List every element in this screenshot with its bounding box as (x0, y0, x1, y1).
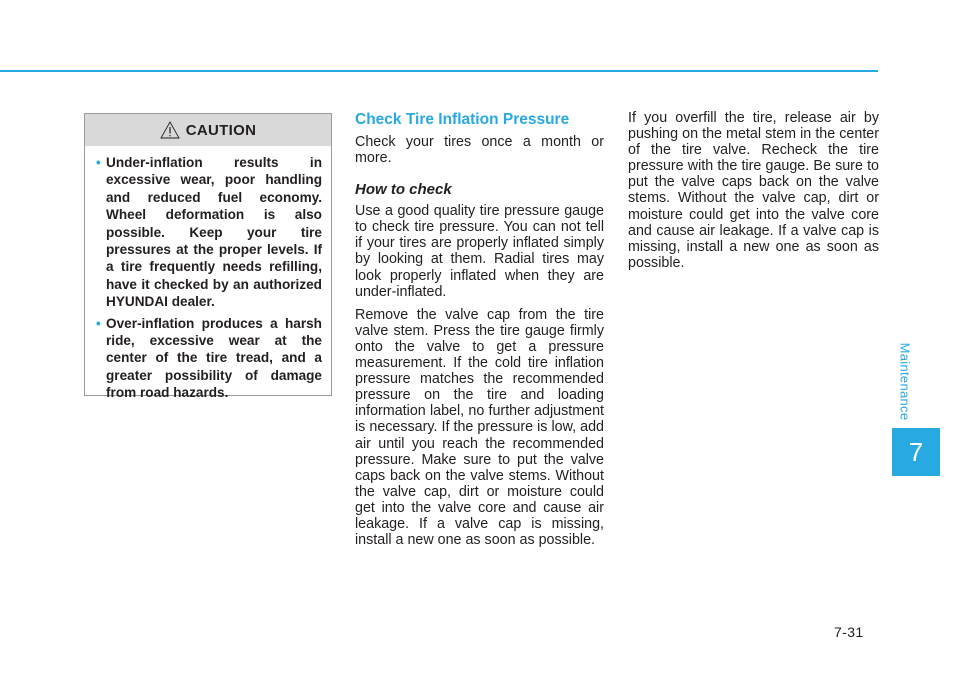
paragraph: Use a good quality tire pressure gauge to check tire pressure. You can not tell if your tires are properly inflated simply by looking at them. Radial tires may look properly inflated when they are under-inflated. (355, 203, 604, 300)
section-title: Check Tire Inflation Pressure (355, 111, 570, 128)
bullet-icon: • (96, 155, 101, 170)
paragraph: Remove the valve cap from the tire valve stem. Press the tire gauge firmly onto the valve to get a pressure measurement. If the cold tire inflation pressure matches the recommended pressure on the tire and loading information label, no further adjustment is necessary. If the pressure is low, add air until you reach the recommended pressure. Make sure to put the valve caps back on the valve stems. Without the valve cap, dirt or moisture could get into the valve core and cause air leakage. If a valve cap is missing, install a new one as soon as possible. (355, 306, 604, 549)
caution-list (85, 146, 331, 402)
caution-header (85, 114, 331, 146)
caution-item: • Over-inflation produces a harsh ride, excessive wear at the center of the tire tread, and a greater possibility of damage from road hazards. (96, 315, 322, 401)
bullet-icon: • (96, 315, 101, 331)
side-chapter-label (891, 336, 919, 426)
caution-item: • Under-inflation results in excessive wear, poor handling and reduced fuel economy. Wheel deformation is also possible. Keep your tire pressures at the proper levels. If a tire frequently needs refilling, have it checked by an authorized HYUNDAI dealer. (96, 155, 322, 310)
side-label-text: Maintenance (897, 342, 913, 420)
sub-title: How to check (355, 181, 452, 199)
right-column (628, 110, 879, 278)
page-number: 7-31 (834, 624, 864, 640)
intro-paragraph: Check your tires once a month or more. (355, 134, 604, 167)
chapter-tab: 7 (892, 428, 940, 476)
caution-title: CAUTION (185, 121, 257, 139)
paragraph: If you overfill the tire, release air by pushing on the metal stem in the center of the tire valve. Recheck the tire pressure with the tire gauge. Be sure to put the valve caps back on the valve stems. Without the valve cap, dirt or moisture could get into the valve core and cause air leakage. If a valve cap is missing, install a new one as soon as possible. (628, 110, 879, 271)
middle-column (355, 110, 604, 555)
header-rule (0, 70, 878, 72)
caution-box (84, 113, 332, 401)
warning-triangle-icon (160, 121, 180, 139)
